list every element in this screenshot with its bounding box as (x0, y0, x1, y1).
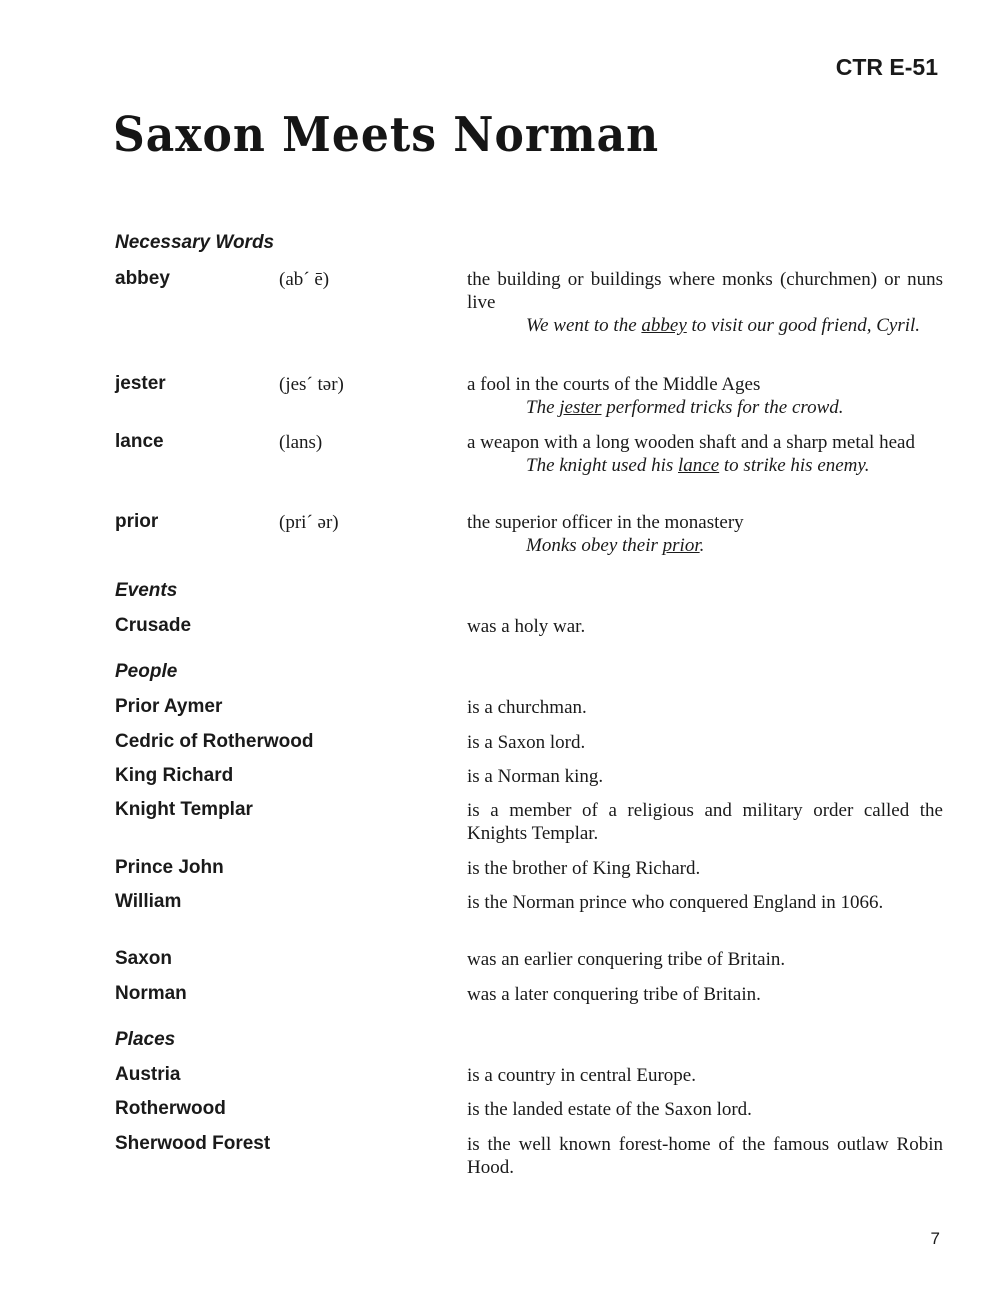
person-term: Prior Aymer (115, 696, 223, 717)
place-term: Austria (115, 1064, 181, 1085)
word-pronunciation: (lans) (279, 432, 323, 453)
person-term: Saxon (115, 948, 173, 969)
word-definition: the building or buildings where monks (churchmen) or nuns live (467, 269, 943, 313)
word-pronunciation: (jes´ tər) (279, 374, 344, 395)
person-definition: is a churchman. (467, 697, 587, 718)
event-term: Crusade (115, 615, 192, 636)
word-pronunciation: (pri´ ər) (279, 512, 339, 533)
place-definition: is a country in central Europe. (467, 1065, 696, 1086)
person-term: Cedric of Rotherwood (115, 731, 314, 752)
person-definition: is a member of a religious and military order called the Knights Templar. (467, 800, 943, 844)
page-number: 7 (930, 1229, 940, 1248)
person-definition: is the brother of King Richard. (467, 858, 701, 879)
word-term: abbey (115, 268, 170, 289)
person-definition: was an earlier conquering tribe of Britain. (467, 949, 786, 970)
word-term: lance (115, 431, 164, 452)
person-term: William (115, 891, 182, 912)
word-term: prior (115, 511, 159, 532)
person-term: King Richard (115, 765, 234, 786)
person-definition: is the Norman prince who conquered England in 1066. (467, 892, 884, 913)
person-term: Prince John (115, 857, 224, 878)
word-example: Monks obey their prior. (526, 535, 705, 556)
word-pronunciation: (ab´ ē) (279, 269, 330, 290)
word-example: We went to the abbey to visit our good friend, Cyril. (526, 315, 921, 336)
place-term: Sherwood Forest (115, 1133, 271, 1154)
place-definition: is the landed estate of the Saxon lord. (467, 1099, 752, 1120)
person-definition: is a Saxon lord. (467, 732, 586, 753)
word-definition: a fool in the courts of the Middle Ages (467, 374, 761, 395)
person-definition: is a Norman king. (467, 766, 604, 787)
page-title: Saxon Meets Norman (113, 108, 660, 164)
section-heading-places: Places (115, 1029, 176, 1050)
section-heading-people: People (115, 661, 178, 682)
word-example: The knight used his lance to strike his enemy. (526, 455, 870, 476)
person-term: Knight Templar (115, 799, 253, 820)
word-definition: a weapon with a long wooden shaft and a sharp metal head (467, 432, 915, 453)
word-example: The jester performed tricks for the crowd. (526, 397, 844, 418)
document-code: CTR E-51 (835, 54, 938, 80)
word-term: jester (115, 373, 166, 394)
event-definition: was a holy war. (467, 616, 586, 637)
person-term: Norman (115, 983, 187, 1004)
person-definition: was a later conquering tribe of Britain. (467, 984, 761, 1005)
place-definition: is the well known forest-home of the famous outlaw Robin Hood. (467, 1134, 943, 1178)
section-heading-events: Events (115, 580, 178, 601)
word-definition: the superior officer in the monastery (467, 512, 744, 533)
section-heading-necessary-words: Necessary Words (115, 232, 275, 253)
place-term: Rotherwood (115, 1098, 226, 1119)
